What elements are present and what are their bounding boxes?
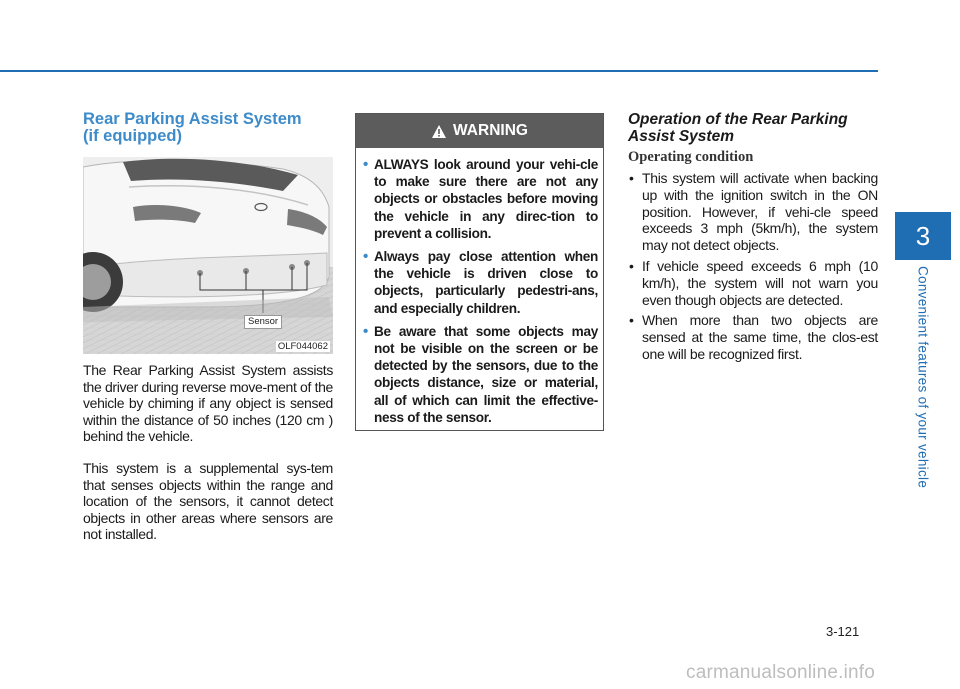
supplemental-paragraph: This system is a supplemental sys-tem that senses objects within the range and location of the sensors, it cannot detect objects in other areas where sensors are not installed. [83, 460, 333, 543]
operation-title [628, 111, 878, 145]
sensor-callout-label: Sensor [244, 315, 282, 329]
intro-paragraph: The Rear Parking Assist System assists the driver during reverse move-ment of the vehicle by chiming if any object is sensed within the distance of 50 inches (120 cm ) behind the vehicle. [83, 362, 333, 445]
rear-parking-sensor-figure [83, 157, 333, 354]
warning-list [356, 148, 603, 426]
page-number: 3-121 [826, 624, 860, 639]
figure-code: OLF044062 [277, 341, 328, 352]
watermark: carmanualsonline.info [686, 662, 876, 683]
operation-title-line2: Assist System [628, 128, 734, 145]
list-item: • When more than two objects are sensed at the same time, the clos-est one will be recognized first. [628, 312, 878, 362]
operating-condition-heading: Operating condition [628, 149, 754, 165]
list-item: • This system will activate when backing up with the ignition switch in the ON position. However, if vehi-cle speed exceeds 3 mph (5km/h), the system may not detect objects. [628, 170, 878, 254]
chapter-title: Convenient features of your vehicle [915, 266, 931, 489]
section-title-line1: Rear Parking Assist System [83, 110, 302, 128]
chapter-tab [895, 212, 951, 260]
warning-header [356, 114, 603, 148]
section-title-line2: (if equipped) [83, 127, 182, 145]
warning-item: • Always pay close attention when the vehicle is driven close to objects, particularly pedestri-ans, and especially children. [374, 248, 598, 317]
top-rule [0, 70, 878, 72]
car-rear-illustration [83, 157, 333, 354]
warning-item: • Be aware that some objects may not be visible on the screen or be detected by the sensors, due to the objects distance, size or material, all of which can limit the effective-ness of the sensor. [374, 323, 598, 426]
section-title [83, 111, 343, 145]
warning-item: • ALWAYS look around your vehi-cle to make sure there are not any objects or obstacles before moving the vehicle in any direc-tion to prevent a collision. [374, 156, 598, 242]
operation-title-line1: Operation of the Rear Parking [628, 111, 848, 128]
warning-triangle-icon [431, 124, 447, 139]
chapter-number: 3 [915, 220, 931, 251]
list-item: • If vehicle speed exceeds 6 mph (10 km/h), the system will not warn you even though objects are detected. [628, 258, 878, 308]
warning-heading: WARNING [453, 122, 528, 139]
warning-box [355, 113, 604, 431]
operating-condition-list [628, 170, 878, 367]
